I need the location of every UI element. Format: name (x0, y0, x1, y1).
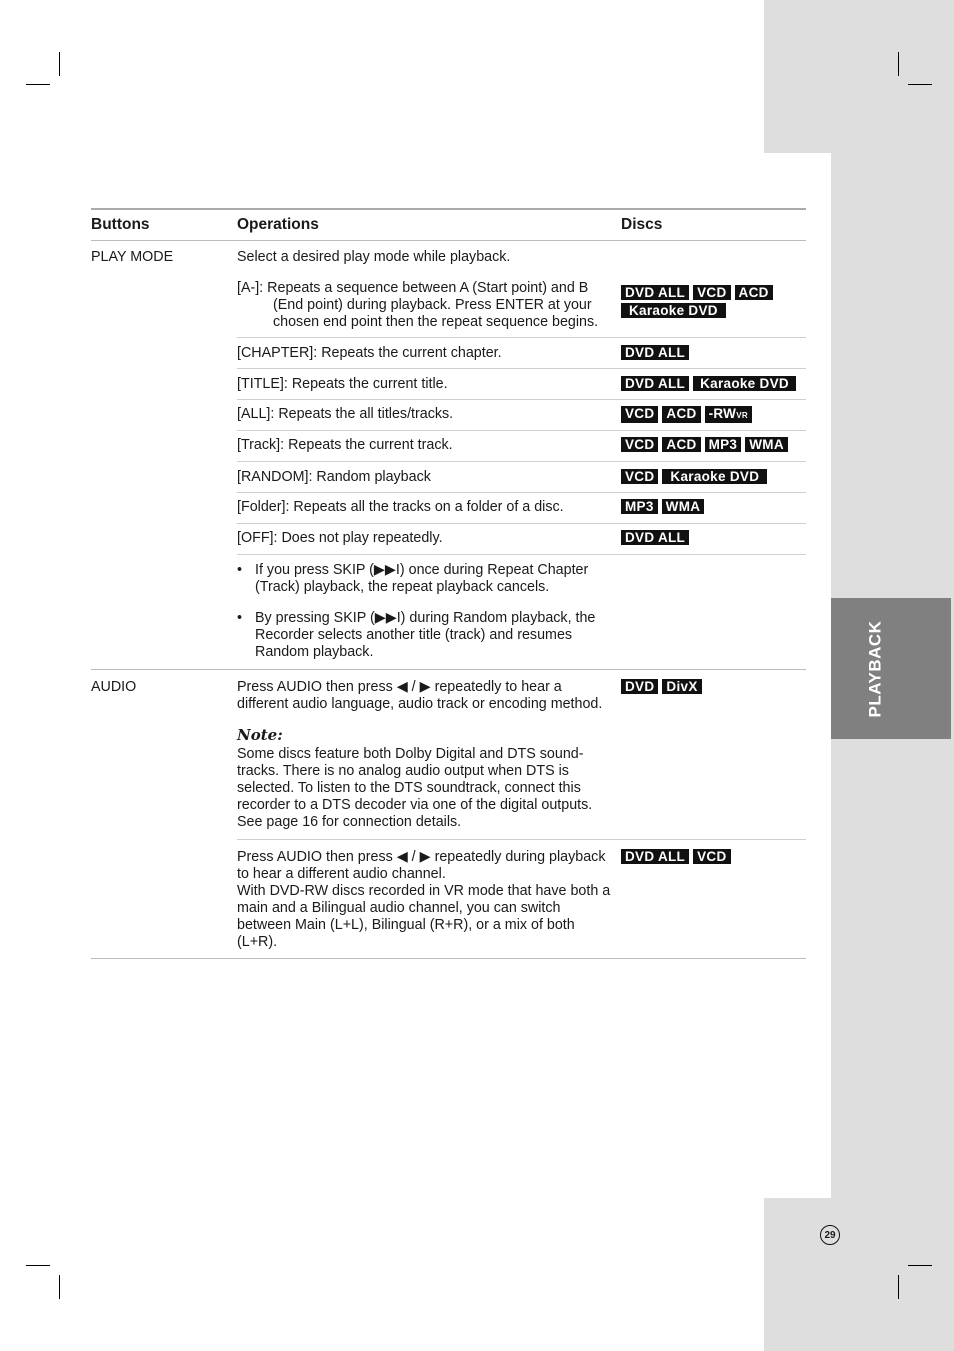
subrow-off (237, 524, 806, 555)
disc-badge-rw: -RW (708, 406, 737, 421)
bullet-item (237, 610, 615, 661)
subrow-track (237, 431, 806, 462)
disc-badge: ACD (735, 285, 773, 300)
disc-badge: VCD (621, 406, 658, 423)
crop-mark (59, 52, 60, 76)
disc-badge: DivX (662, 679, 701, 694)
bullet-item (237, 562, 615, 596)
crop-mark (898, 1275, 899, 1299)
crop-mark (908, 84, 932, 85)
table-row-audio (91, 670, 806, 959)
audio-text-2a: Press AUDIO then press ◀ / ▶ repeatedly during playback to hear a different audio channel. (237, 849, 606, 882)
section-tab-playback (831, 598, 951, 739)
op-random: [RANDOM]: Random playback (237, 469, 431, 485)
op-all: [ALL]: Repeats the all titles/tracks. (237, 406, 454, 422)
disc-badge: ACD (662, 437, 700, 452)
disc-badge: MP3 (705, 437, 742, 452)
header-buttons: Buttons (91, 216, 150, 233)
disc-badge: DVD ALL (621, 345, 689, 360)
op-folder: [Folder]: Repeats all the tracks on a folder of a disc. (237, 499, 564, 515)
disc-badge-rw-vr (705, 406, 752, 423)
subrow-all (237, 400, 806, 431)
disc-badge: DVD ALL (621, 849, 689, 864)
op-off: [OFF]: Does not play repeatedly. (237, 530, 443, 546)
crop-mark (26, 84, 50, 85)
table-row-play-mode (91, 241, 806, 670)
crop-mark (59, 1275, 60, 1299)
bullet-text: By pressing SKIP (▶▶I) during Random playback, the Recorder selects another title (track) and resumes Random playback. (255, 610, 596, 660)
header-discs: Discs (621, 216, 663, 233)
bullet-mark: • (237, 610, 243, 626)
op-ab-repeat: [A-]: Repeats a sequence between A (Start point) and B (End point) during playback. Press ENTER at your chosen end point then the repeat sequence begins. (237, 280, 599, 330)
crop-mark (898, 52, 899, 76)
subrow-chapter (237, 338, 806, 369)
note-text: Some discs feature both Dolby Digital and DTS sound-tracks. There is no analog audio output when DTS is selected. To listen to the DTS soundtrack, connect this recorder to a DTS decoder via one of the digital outputs. See page 16 for connection details. (237, 746, 593, 830)
subrow-title (237, 369, 806, 400)
disc-badge: WMA (662, 499, 705, 514)
crop-mark (908, 1265, 932, 1266)
side-panel-bottom (764, 1198, 954, 1351)
operations-table (91, 208, 806, 959)
disc-badge: DVD ALL (621, 376, 689, 391)
subrow-random (237, 462, 806, 493)
section-tab-label: PLAYBACK (865, 620, 885, 717)
subrow-ab (237, 241, 806, 338)
audio-text-2b: With DVD-RW discs recorded in VR mode that have both a main and a Bilingual audio channel, you can switch between Main (L+L), Bilingual (R+R), or a mix of both (L+R). (237, 883, 611, 950)
audio-text-1: Press AUDIO then press ◀ / ▶ repeatedly to hear a different audio language, audio track or encoding method. (237, 679, 603, 712)
disc-badge: DVD (621, 679, 658, 694)
disc-badge: Karaoke DVD (621, 303, 726, 318)
side-panel-top (764, 0, 954, 153)
button-name-audio: AUDIO (91, 679, 137, 695)
disc-badge: ACD (662, 406, 700, 423)
disc-badge: Karaoke DVD (662, 469, 767, 484)
bullet-mark: • (237, 562, 243, 578)
op-chapter: [CHAPTER]: Repeats the current chapter. (237, 345, 502, 361)
disc-badge: DVD ALL (621, 285, 689, 300)
disc-badge: VCD (693, 285, 730, 300)
disc-badge-vr: VR (736, 411, 748, 420)
button-name-play-mode: PLAY MODE (91, 249, 174, 265)
disc-badge: VCD (621, 469, 658, 484)
subrow-folder (237, 493, 806, 524)
disc-badge: MP3 (621, 499, 658, 514)
disc-badge: WMA (745, 437, 788, 452)
table-header (91, 208, 806, 241)
disc-badge: VCD (693, 849, 730, 864)
subrow-notes (237, 555, 806, 669)
disc-badge: Karaoke DVD (693, 376, 796, 391)
disc-badge: VCD (621, 437, 658, 452)
header-operations: Operations (237, 216, 319, 233)
note-title: Note: (237, 726, 283, 744)
op-track: [Track]: Repeats the current track. (237, 437, 453, 453)
crop-mark (26, 1265, 50, 1266)
bullet-text: If you press SKIP (▶▶I) once during Repeat Chapter (Track) playback, the repeat playback cancels. (255, 562, 589, 595)
subrow-audio-1 (237, 670, 806, 840)
play-mode-intro: Select a desired play mode while playback. (237, 249, 511, 265)
subrow-audio-2 (237, 840, 806, 958)
op-title: [TITLE]: Repeats the current title. (237, 376, 448, 392)
disc-badge: DVD ALL (621, 530, 689, 545)
page-number: 29 (820, 1225, 840, 1245)
